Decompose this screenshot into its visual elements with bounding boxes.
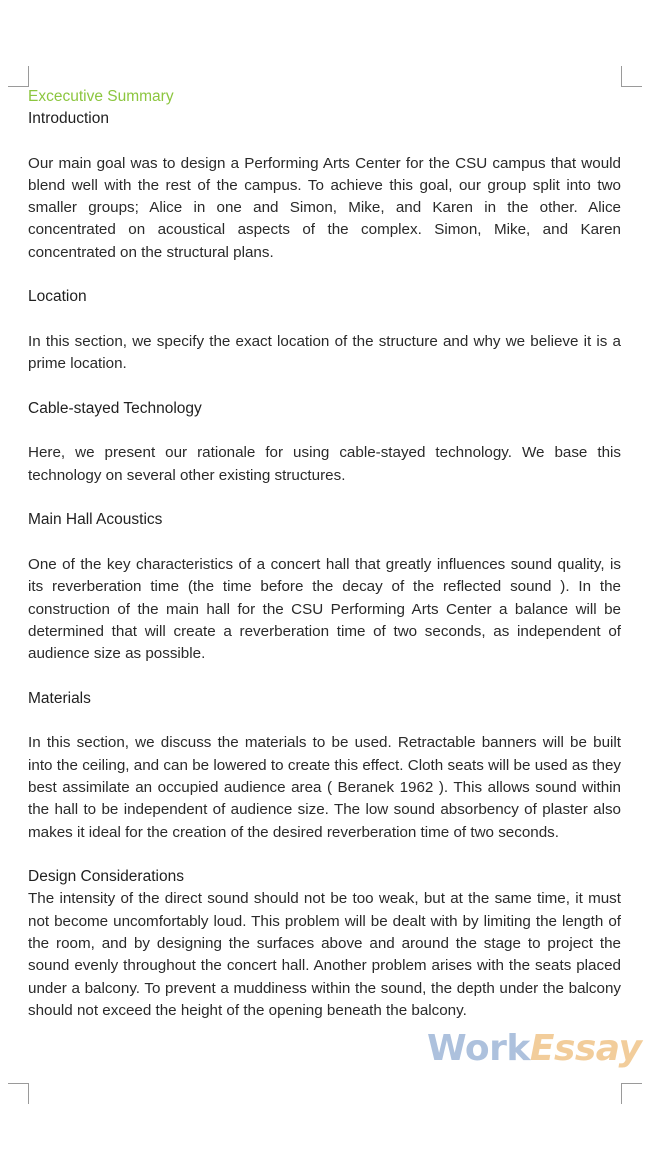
section-heading-location: Location	[28, 288, 87, 306]
watermark-logo	[427, 1028, 641, 1069]
section-heading-cable-stayed: Cable-stayed Technology	[28, 399, 202, 417]
crop-mark-bottom-right	[621, 1083, 642, 1104]
watermark-part-essay: Essay	[529, 1028, 642, 1069]
section-heading-design-considerations: Design Considerations	[28, 868, 184, 886]
crop-mark-top-right	[621, 66, 642, 87]
section-paragraph-cable-stayed: Here, we present our rationale for using cable-stayed technology. We base this technology on several other existing structures.	[28, 444, 621, 484]
section-heading-main-hall-acoustics: Main Hall Acoustics	[28, 511, 163, 529]
section-paragraph-introduction: Our main goal was to design a Performing Arts Center for the CSU campus that would blend well with the rest of the campus. To achieve this goal, our group split into two smaller groups; Alice in one and Simon, Mike, and Karen in the other. Alice concentrated on acoustical aspects of the complex. Simon, Mike, and Karen concentrated on the structural plans.	[28, 154, 621, 261]
document-title: Excecutive Summary	[28, 88, 174, 105]
section-heading-introduction: Introduction	[28, 110, 109, 127]
watermark-part-work: Work	[427, 1028, 530, 1069]
section-paragraph-materials: In this section, we discuss the materials to be used. Retractable banners will be built into the ceiling, and can be lowered to create this effect. Cloth seats will be used as they best assimilate an occupied audience area ( Beranek 1962 ). This allows sound within the hall to be independent of audience size. The low sound absorbency of plaster also makes it ideal for the creation of the desired reverberation time of two seconds.	[28, 734, 621, 841]
crop-mark-top-left	[8, 66, 29, 87]
document-body	[28, 86, 621, 1022]
crop-mark-bottom-left	[8, 1083, 29, 1104]
section-paragraph-location: In this section, we specify the exact location of the structure and why we believe it is a prime location.	[28, 332, 621, 373]
section-heading-materials: Materials	[28, 689, 91, 707]
section-paragraph-design-considerations: The intensity of the direct sound should not be too weak, but at the same time, it must not become uncomfortably loud. This problem will be dealt with by limiting the length of the room, and by designing the surfaces above and around the stage to project the sound evenly throughout the concert hall. Another problem arises with the seats placed under a balcony. To prevent a muddiness within the sound, the depth under the balcony should not exceed the height of the opening beneath the balcony.	[28, 890, 621, 1019]
section-paragraph-main-hall-acoustics: One of the key characteristics of a concert hall that greatly influences sound quality, is its reverberation time (the time before the decay of the reflected sound ). In the construction of the main hall for the CSU Performing Arts Center a balance will be determined that will create a reverberation time of two seconds, as independent of audience size as possible.	[28, 555, 621, 663]
